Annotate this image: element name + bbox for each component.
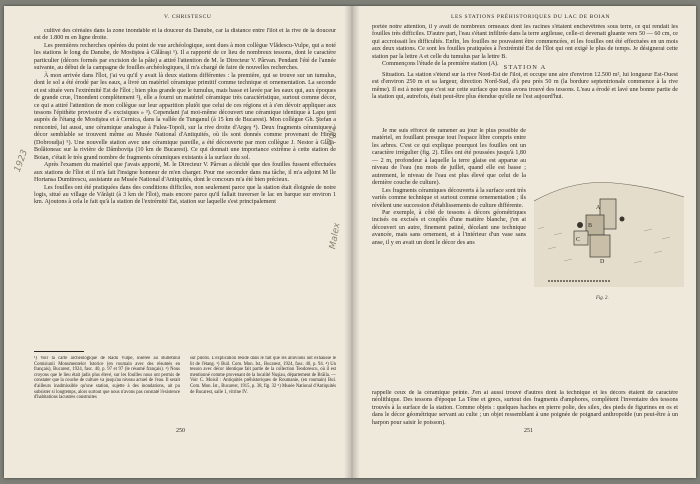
paragraph: Les premières recherches opérées du point de vue archéologique, sont dues à mon collègue Vlădescu-Vulpe, qui a noté les stations le long du Danube, de Mostiştea à Călăraşi ¹). Il a rapporté de ce lieu de nombreux tessons, dont le caractère particulier (décors formés par excision de la pâte) a attiré l'attention de M. le Directeur V. Pârvan. Pendant l'été de l'année suivante, au début de la campagne de fouilles archéologiques, il m'a chargé de faire de nouvelles recherches.: [34, 42, 336, 72]
right-running-head: LES STATIONS PRÉHISTORIQUES DU LAC DE BOIAN: [451, 14, 611, 20]
paragraph: Après l'examen du matériel que j'avais apporté, M. le Directeur V. Pârvan a décidé que des fouilles fussent effectuées aux stations de l'îlot et il m'a fait l'insigne honneur de m'en charger. Pour me seconder dans ma tâche, il m'a adjoint M lle Hortansa Dumitrescu, assistante au Musée National d'Antiquités, dont le concours m'a été bien précieux.: [34, 162, 336, 184]
situation-text: [372, 72, 678, 102]
book-spread: [4, 6, 696, 478]
paragraph: Situation. La station s'étend sur la rive Nord-Est de l'îlot, et occupe une aire d'environ 12.500 m², lui longueur Est-Ouest est d'environ 250 m et sa largeur, direction Nord-Sud, d'à peu près 50 m (la bordure septentrionale commence à la rive même). Il est à noter que c'est sur cette surface que nous avons trouvé des tessons. L'eau a érodé et lavé une bonne partie de la station qui, autrefois, était peut-être plus étendue qu'elle ne l'est aujourd'hui.: [372, 72, 678, 101]
page-number: 250: [176, 428, 185, 434]
narrow-column-text: [372, 128, 526, 390]
paragraph: Par exemple, à côté de tessons à décors géométriques incisés ou excisés et couplés d'une matière blanche, j'en ai découvert un autre, finement patiné, décelant une technique avancée, mais sans ornement, et à l'intérieur d'un vase sans anse, il y en avait un dont le décor des ans: [372, 209, 526, 246]
footnotes-right-column: sur pilotis. L'explication réside dans le fait que les alluvions ont exhaussé le lit de l'étang. ³) Buil. Com. Mon. Ist., Bucarest, 1924, fasc. 40, p. 94. ⁴) Un tesson avec décor identique fait partie de la collection Teodorescu, où il est mentionné comme provenant de la localité Nuşiau, département de Brăila. — Voir C. Moisil : Antiquités préhistoriques de Roumanie, (en roumain) Bul. Com. Mon. Ist., Bucarest, 1915, p. 38, fig. 32 ⁵) Musée National d'Antiquités de Bucarest, salle 1, vitrine IV.: [190, 356, 336, 395]
paragraph: Les fragments céramiques découverts à la surface sont très variés comme technique et surtout comme ornementation ; ils révèlent une succession d'établissements de culture différente.: [372, 187, 526, 209]
excavation-figure: [534, 169, 684, 287]
paragraph: cultivé des céréales dans la zone inondable et la douceur du Danube, car la distance entre l'îlot et la rive de la douceur est de 1.800 m en ligne droite.: [34, 28, 336, 42]
paragraph: Les fouilles ont été pratiquées dans des conditions difficiles, non seulement parce que la station était éloignée de notre logis, situé au village de Vărăşti (à 3 km de l'îlot), mais encore parce qu'il fallait traverser le lac en barque sur environ 1 km. Ajoutons à cela le fait qu'à la station de l'extrémité Est, station sur laquelle s'est principalement: [34, 184, 336, 206]
paragraph: portée notre attention, il y avait de nombreux ormeaux dont les racines s'étaient enchevêtrées sous terre, ce qui rendait les fouilles très difficiles. D'autre part, l'eau s'étant infiltrée dans la terre argileuse, celle-ci devenait gluante vers 50 — 60 cm, ce qui accroissait les difficultés. Enfin, les fouilles ne pouvaient être commencées, et les fouilles ont été effectuées en un mois aux deux stations. Ce sont les fouilles pratiquées à l'extrémité Est de l'îlot qui ont exigé le plus de temps. Je désignerai cette station par la lettre A et celle du tumulus par la lettre B.: [372, 24, 678, 60]
left-running-head: V. CHRISTESCU: [164, 14, 212, 20]
figure-letter: B: [588, 223, 593, 229]
left-body-text: [34, 28, 339, 207]
figure-letter: C: [576, 237, 581, 243]
paragraph: Je me suis efforcé de ramener au jour le plus possible de matériel, en fouillant presque tout l'espace libre compris entre les arbres. C'est ce qui explique pourquoi les fouilles ont un caractère irrégulier (fig. 2). Elles ont été poussées jusqu'à 1,80 — 2 m, profondeur à laquelle la terre glaise est apparue au niveau de l'eau (nu mois de juillet, quand elle est basse ; autrement, le niveau de l'eau est plus élevé que celui de la dernière couche de culture).: [372, 128, 526, 187]
pencil-annotation: Malex: [328, 222, 343, 250]
right-intro-text: [372, 24, 678, 69]
left-page: [4, 6, 350, 478]
paragraph: rappelle ceux de la céramique peinte. J'en ai aussi trouvé d'autres dont la technique et les décors étaient de caractère néolithique. Des tessons d'époque La Tène et grecs, surtout des fragments d'amphores, complètent l'inventaire des tessons trouvés à la surface de la station. Comme objets : quelques haches en pierre polie, des silex, des pieds de figurines en os et dans le décor géométrique servant au culte ; un objet ressemblant à une poignée de poignard anthropoïde (un peut-être à un harpon pour saisir le poisson).: [372, 390, 678, 426]
footnotes-left-column: ¹) Voir la carte archéologique de Radu Vulpe, insérée au Bulletinul Comisiunii Monumentelor Istorice (en roumain avec des résumés en français), Bucarest, 1924, fasc. 40, p. 97 et 97 (le résumé français). ²) Nous croyons que le lieu était jadis plus élevé, sur les fouilles nous ont permis de constater que la couche de culture va jusqu'au niveau actuel de l'eau. Il serait d'ailleurs inadmissible qu'une station, sujette à des inondations, ait pu subsister si longtemps, alors surtout que nous n'avons pas constaté l'existence d'habitations lacustres construites: [34, 356, 180, 401]
figure-caption: Fig. 2.: [596, 296, 609, 301]
paragraph: À mon arrivée dans l'îlot, j'ai vu qu'il y avait là deux stations différentes : la première, qui se trouve sur un tumulus, dont le sol a été érodé par les eaux, a livré un matériel céramique primitif comme technique et ornementation. La seconde et est située vers l'extrémité Est de l'îlot ; bien plus grande que le tumulus, mais basse et lavée par les eaux qui, aux époques de grande crue, l'inondent complètement ²), elle a fourni un matériel céramique très caractéristique, surtout comme décor, ce qui a attiré l'attention de mon collègue sur leur apparition plutôt que celui de ces régions et à s'en dévoir appliquer aux tessons l'épithète provisoire d'« excisiques » ³). Cependant j'ai moi-même découvert une céramique identique à Lapu ţeni auprès de l'étang de Mostiştea et à Cernica, dans la vallée de Tunganul (à 15 km de Bucarest). Mon collègue Gh. Ştefan a rencontré, lui aussi, une céramique analogue à Fulea-Topoli, sur la rive droite d'Argeş ⁴). Deux fragments céramiques à décor semblable se trouvent même au Musée National d'Antiquités, où ils sont donnés comme provenant de Hinog (Dobroudja) ⁵). Une nouvelle station avec une céramique pareille, a été découverte par mon collègue J. Nestor à Glina-Bolătoneac sur la rivière de Dâmboviţa (10 km de Bucarest). Ce qui donnait une importance extrême à cette station de Boian, c'était le très grand nombre de fragments céramiques existants à la surface du sol.: [34, 72, 336, 161]
right-page: [356, 6, 696, 478]
section-title: STATION A: [503, 64, 547, 71]
pencil-annotation: Holz: [325, 125, 339, 147]
pencil-annotation: 1923: [12, 148, 31, 174]
figure-letter: D: [600, 259, 605, 265]
right-bottom-text: [372, 390, 678, 426]
page-number: 251: [524, 428, 533, 434]
footnote-rule: [34, 351, 84, 352]
paragraph: Commençons l'étude de la première station (A).: [382, 61, 499, 68]
figure-letter: A: [596, 205, 601, 211]
